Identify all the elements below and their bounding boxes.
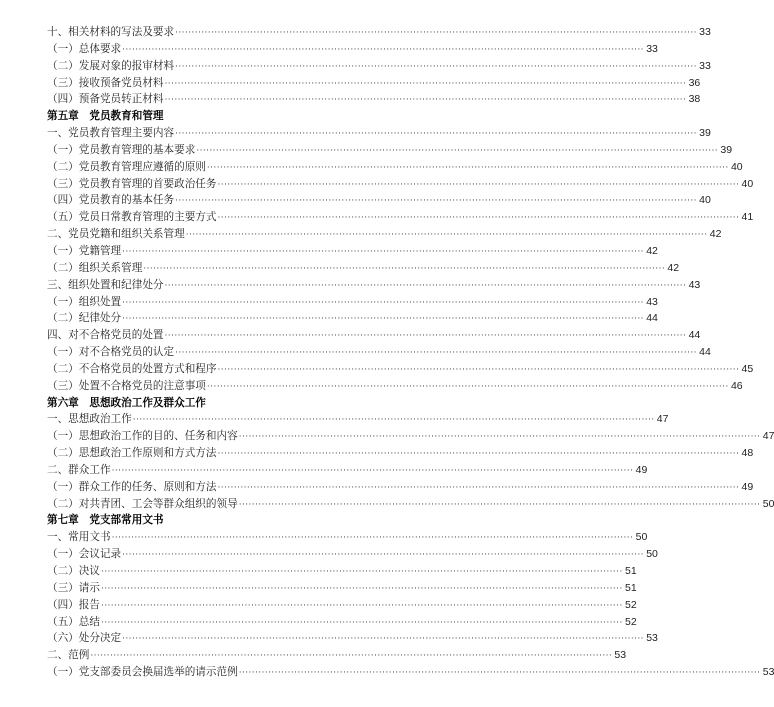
toc-page-number: 39 [720, 143, 733, 156]
toc-entry[interactable] [47, 664, 774, 681]
toc-entry-label: （一）党支部委员会换届选举的请示范例 [47, 666, 238, 679]
toc-dot-leader: ································································································································································ [217, 364, 740, 375]
toc-entry[interactable] [47, 75, 701, 92]
toc-entry-label: 第五章 党员教育和管理 [47, 110, 164, 123]
toc-entry-label: （一）党籍管理 [47, 244, 122, 257]
toc-entry[interactable] [47, 546, 658, 563]
toc-dot-leader: ································································································································································ [143, 263, 666, 274]
toc-entry-label: 二、党员党籍和组织关系管理 [47, 228, 185, 241]
toc-dot-leader: ································································································································································ [122, 246, 644, 257]
toc-page-number: 43 [688, 278, 701, 291]
toc-entry-label: 四、对不合格党员的处置 [47, 329, 164, 342]
toc-entry[interactable] [47, 630, 658, 647]
toc-entry-label: （四）报告 [47, 598, 100, 611]
toc-page-number: 49 [741, 480, 754, 493]
toc-entry[interactable] [47, 361, 754, 378]
toc-entry[interactable] [47, 563, 637, 580]
toc-entry[interactable] [47, 243, 658, 260]
toc-dot-leader: ································································································································································ [217, 482, 740, 493]
toc-entry[interactable] [47, 209, 754, 226]
toc-dot-leader: ································································································································································ [175, 196, 697, 207]
toc-page-number: 47 [656, 413, 669, 426]
toc-entry-label: （一）会议记录 [47, 548, 122, 561]
toc-dot-leader: ································································································································································ [122, 314, 644, 325]
toc-page-number: 50 [635, 531, 648, 544]
toc-entry[interactable] [47, 226, 722, 243]
toc-entry[interactable] [47, 614, 637, 631]
toc-entry[interactable] [47, 462, 648, 479]
toc-dot-leader: ································································································································································ [238, 432, 761, 443]
toc-dot-leader: ································································································································································ [164, 95, 687, 106]
toc-entry-label: 一、思想政治工作 [47, 413, 132, 426]
toc-entry[interactable] [47, 344, 711, 361]
toc-entry-label: （三）党员教育管理的首要政治任务 [47, 177, 217, 190]
toc-dot-leader: ································································································································································ [122, 634, 644, 645]
toc-entry-label: 二、群众工作 [47, 463, 111, 476]
toc-dot-leader: ································································································································································ [100, 600, 623, 611]
toc-entry[interactable] [47, 294, 658, 311]
toc-page-number: 49 [635, 463, 648, 476]
toc-entry-label: （二）思想政治工作原则和方式方法 [47, 447, 217, 460]
toc-page-number: 51 [625, 565, 637, 577]
toc-entry-label: （五）党员日常教育管理的主要方式 [47, 211, 217, 224]
toc-entry-label: （一）对不合格党员的认定 [47, 346, 175, 359]
toc-entry-label: （五）总结 [47, 615, 100, 628]
toc-dot-leader: ································································································································································ [175, 129, 697, 140]
toc-entry[interactable] [47, 41, 658, 58]
toc-dot-leader: ································································································································································ [100, 567, 623, 577]
toc-dot-leader: ································································································································································ [238, 668, 761, 679]
toc-page-number: 51 [625, 581, 637, 594]
toc-entry-label: （四）预备党员转正材料 [47, 93, 164, 106]
toc-entry-label: （二）纪律处分 [47, 312, 122, 325]
toc-entry-label: 三、组织处置和纪律处分 [47, 278, 164, 291]
toc-entry[interactable] [47, 445, 754, 462]
toc-dot-leader: ································································································································································ [111, 533, 634, 544]
toc-chapter-heading [47, 395, 351, 412]
toc-entry-label: 二、范例 [47, 649, 90, 662]
toc-entry-label: （二）对共青团、工会等群众组织的领导 [47, 497, 238, 510]
toc-entry[interactable] [47, 24, 711, 41]
toc-page-number: 42 [667, 261, 680, 274]
toc-entry[interactable] [47, 529, 648, 546]
toc-entry-label: 十、相关材料的写法及要求 [47, 26, 175, 38]
toc-dot-leader: ································································································································································ [164, 78, 687, 89]
toc-page-number: 40 [741, 177, 754, 190]
toc-entry[interactable] [47, 378, 743, 395]
toc-dot-leader: ································································································································································ [175, 348, 697, 359]
toc-dot-leader: ································································································································································ [122, 297, 644, 308]
toc-entry[interactable] [47, 428, 774, 445]
toc-entry[interactable] [47, 159, 743, 176]
toc-entry[interactable] [47, 260, 680, 277]
toc-entry-label: 一、常用文书 [47, 531, 111, 544]
toc-page-number: 40 [730, 160, 743, 173]
toc-page-number: 44 [688, 329, 701, 342]
toc-dot-leader: ································································································································································ [206, 381, 729, 392]
toc-page-number: 53 [762, 666, 774, 679]
toc-page-number: 44 [699, 346, 711, 359]
toc-dot-leader: ································································································································································ [217, 213, 740, 224]
toc-page-number: 44 [646, 312, 658, 325]
toc-entry-label: （一）党员教育管理的基本要求 [47, 143, 196, 156]
toc-entry[interactable] [47, 192, 711, 209]
toc-entry-label: （一）群众工作的任务、原则和方法 [47, 480, 217, 493]
toc-page-number: 45 [741, 362, 754, 375]
toc-entry-label: （一）思想政治工作的目的、任务和内容 [47, 430, 238, 443]
toc-entry[interactable] [47, 58, 711, 75]
toc-page-number: 50 [762, 497, 774, 510]
toc-entry-label: （四）党员教育的基本任务 [47, 194, 175, 207]
toc-dot-leader: ································································································································································ [175, 28, 697, 38]
toc-entry-label: （六）处分决定 [47, 632, 122, 645]
toc-entry[interactable] [47, 277, 701, 294]
toc-page-number: 50 [646, 548, 658, 561]
toc-entry-label: （三）处置不合格党员的注意事项 [47, 379, 206, 392]
toc-dot-leader: ································································································································································ [122, 550, 644, 561]
toc-page-number: 47 [762, 430, 774, 443]
toc-dot-leader: ································································································································································ [132, 415, 655, 426]
toc-page-number: 52 [625, 615, 637, 628]
toc-dot-leader: ································································································································································ [217, 179, 740, 190]
toc-entry-label: （二）不合格党员的处置方式和程序 [47, 362, 217, 375]
toc-entry-label: 第六章 思想政治工作及群众工作 [47, 396, 206, 409]
toc-entry-label: （二）组织关系管理 [47, 261, 143, 274]
toc-dot-leader: ································································································································································ [90, 651, 613, 662]
toc-entry-label: 第七章 党支部常用文书 [47, 514, 164, 527]
toc-dot-leader: ································································································································································ [206, 162, 729, 173]
toc-entry-label: （三）请示 [47, 581, 100, 594]
toc-entry-label: （二）党员教育管理应遵循的原则 [47, 160, 206, 173]
toc-dot-leader: ································································································································································ [100, 583, 623, 594]
toc-dot-leader: ································································································································································ [122, 44, 644, 55]
toc-page-number: 52 [625, 598, 637, 611]
toc-entry-label: （一）总体要求 [47, 42, 122, 55]
toc-page-number: 42 [709, 228, 722, 241]
toc-dot-leader: ································································································································································ [111, 465, 634, 476]
toc-entry[interactable] [47, 647, 627, 664]
toc-page-number: 36 [688, 76, 701, 89]
toc-dot-leader: ································································································································································ [196, 145, 719, 156]
toc-chapter-heading [47, 512, 351, 529]
toc-dot-leader: ································································································································································ [238, 499, 761, 510]
toc-entry[interactable] [47, 580, 637, 597]
toc-page-number: 43 [646, 295, 658, 308]
toc-page-number: 38 [688, 93, 701, 106]
toc-entry-label: 一、党员教育管理主要内容 [47, 127, 175, 140]
toc-dot-leader: ································································································································································ [164, 331, 687, 342]
toc-chapter-heading [47, 108, 351, 125]
toc-entry[interactable] [47, 597, 637, 614]
toc-page-number: 40 [699, 194, 711, 207]
toc-entry[interactable] [47, 176, 754, 193]
toc-page-number: 42 [646, 244, 658, 257]
toc-dot-leader: ································································································································································ [164, 280, 687, 291]
toc-dot-leader: ································································································································································ [217, 449, 740, 460]
toc-entry[interactable] [47, 142, 733, 159]
toc-entry[interactable] [47, 479, 754, 496]
toc-page-number: 33 [699, 26, 711, 38]
toc-page-number: 53 [646, 632, 658, 645]
table-of-contents [47, 24, 774, 681]
toc-entry[interactable] [47, 91, 701, 108]
toc-entry-label: （一）组织处置 [47, 295, 122, 308]
toc-page-number: 39 [699, 127, 711, 140]
toc-page-number: 41 [741, 211, 754, 224]
toc-entry-label: （二）决议 [47, 565, 100, 577]
toc-entry-label: （二）发展对象的报审材料 [47, 59, 175, 72]
toc-page-number: 48 [741, 447, 754, 460]
toc-entry[interactable] [47, 327, 701, 344]
toc-entry[interactable] [47, 496, 774, 513]
toc-page-number: 33 [699, 59, 711, 72]
toc-page-number: 46 [730, 379, 743, 392]
toc-dot-leader: ································································································································································ [100, 617, 623, 628]
toc-dot-leader: ································································································································································ [175, 61, 697, 72]
toc-entry-label: （三）接收预备党员材料 [47, 76, 164, 89]
toc-page-number: 33 [646, 42, 658, 55]
toc-entry[interactable] [47, 310, 658, 327]
toc-dot-leader: ································································································································································ [185, 230, 708, 241]
toc-entry[interactable] [47, 125, 711, 142]
toc-page-number: 53 [614, 649, 627, 662]
toc-entry[interactable] [47, 411, 669, 428]
